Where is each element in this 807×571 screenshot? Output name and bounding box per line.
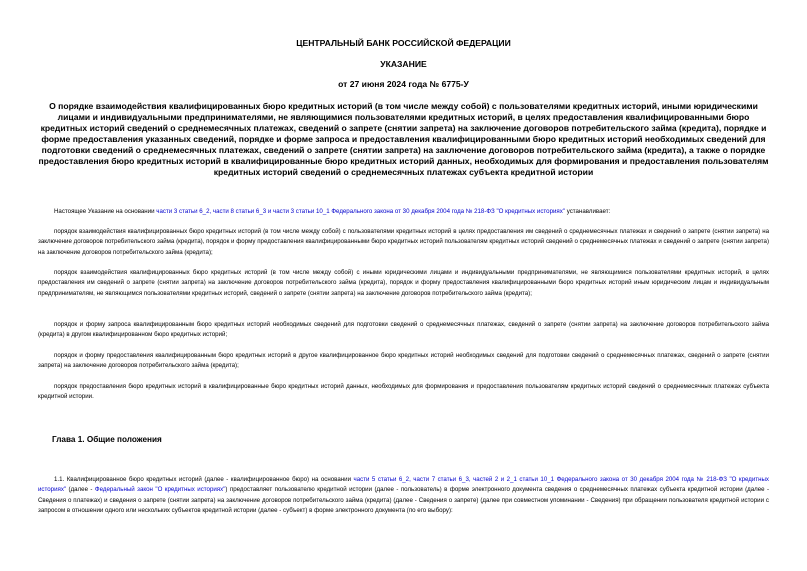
- intro-text: Настоящее Указание на основании: [54, 208, 157, 215]
- document-title: О порядке взаимодействия квалифицированных бюро кредитных историй (в том числе между собой) с пользователями кредитных историй, иными юридическими лицами и индивидуальными предпринимателями, не являющимися пользователями кредитных историй, в целях предоставления квалифицированными бюро кредитных историй сведений о среднемесячных платежах, сведений о запрете (снятии запрета) на заключение договоров потребительского займа (кредита), порядке и форме предоставления указанных сведений, порядке и форме запроса и предоставления квалифицированными бюро кредитных историй необходимых сведений для подготовки сведений о среднемесячных платежах, сведений о запрете (снятии запрета) на заключение договоров потребительского займа (кредита), а также о порядке предоставления бюро кредитных историй в квалифицированные бюро кредитных историй данных, необходимых для формирования и предоставления пользователям кредитных историй сведений о среднемесячных платежах субъекта кредитной истории: [38, 101, 769, 177]
- document-type: УКАЗАНИЕ: [380, 59, 427, 69]
- intro-paragraph: [38, 207, 769, 217]
- chapter-heading: Глава 1. Общие положения: [52, 435, 162, 444]
- clause-paragraph: [38, 475, 769, 517]
- list-item: порядок и форму запроса квалифицированным бюро кредитных историй необходимых сведений для подготовки сведений о среднемесячных платежах, сведений о запрете (снятии запрета) на заключение договоров потребительского займа (кредита) в другом квалифицированном бюро кредитных историй;: [38, 321, 769, 339]
- clause-text: (далее -: [66, 486, 95, 494]
- list-item: порядок предоставления бюро кредитных историй в квалифицированные бюро кредитных историй данных, необходимых для формирования и предоставления пользователям кредитных историй сведений о среднемесячных платежах субъекта кредитной истории.: [38, 383, 769, 401]
- list-item: порядок и форму предоставления квалифицированным бюро кредитных историй в другое квалифицированное бюро кредитных историй необходимых сведений для подготовки сведений о среднемесячных платежах, сведений о запрете (снятии запрета) на заключение договоров потребительского займа (кредита);: [38, 352, 769, 370]
- issuer-name: ЦЕНТРАЛЬНЫЙ БАНК РОССИЙСКОЙ ФЕДЕРАЦИИ: [296, 38, 511, 48]
- clause-text: 1.1. Квалифицированное бюро кредитных историй (далее - квалифицированное бюро) на основании: [54, 476, 354, 483]
- document-date: от 27 июня 2024 года № 6775-У: [338, 79, 469, 89]
- law-link[interactable]: части 3 статьи 6_2, части 8 статьи 6_3 и части 3 статьи 10_1 Федерального закона от 30 декабря 2004 года № 218-ФЗ "О кредитных историях": [156, 208, 565, 215]
- law-link[interactable]: Федеральный закон "О кредитных историях": [94, 486, 226, 494]
- intro-text-end: устанавливает:: [565, 208, 611, 215]
- clause-text: ) предоставляет пользователю кредитной истории (далее - пользователь) в форме электронного документа сведения о среднемесячных платежах субъекта кредитной истории (далее - Сведения о платежах) и сведения о запрете (снятии запрета) на заключение договоров потребительского займа (кредита) (далее - Сведения о запрете) (далее при совместном упоминании - Сведения) при обращении пользователя кредитной истории с запросом в отношении одного или нескольких субъектов кредитной истории (далее - субъект) в форме электронного документа (по его выбору):: [38, 486, 770, 515]
- list-item: порядок взаимодействия квалифицированных бюро кредитных историй (в том числе между собой) с пользователями кредитных историй в целях предоставления им сведений о среднемесячных платежах и сведений о запрете (снятии запрета) на заключение договоров потребительского займа (кредита), порядок и форму предоставления квалифицированными бюро кредитных историй пользователям кредитных историй сведений о среднемесячных платежах и сведений о запрете (снятии запрета) на заключение договоров потребительского займа (кредита);: [38, 228, 769, 256]
- list-item: порядок взаимодействия квалифицированных бюро кредитных историй (в том числе между собой) с иными юридическими лицами и индивидуальными предпринимателями, не являющимися пользователями кредитных историй, в целях предоставления им сведений о запрете (снятии запрета) на заключение договоров потребительского займа (кредита), порядок и форму предоставления квалифицированными бюро кредитных историй иным юридическим лицам и индивидуальным предпринимателям, не являющимся пользователями кредитных историй, сведений о запрете (снятии запрета) на заключение договоров потребительского займа (кредита);: [38, 269, 769, 297]
- law-link[interactable]: части 5 статьи 6_2, части 7 статьи 6_3, частей 2 и 2_1 статьи 10_1 Федерального закона от 30 декабря 2004 года № 218-ФЗ "О кредитных историях": [38, 476, 769, 494]
